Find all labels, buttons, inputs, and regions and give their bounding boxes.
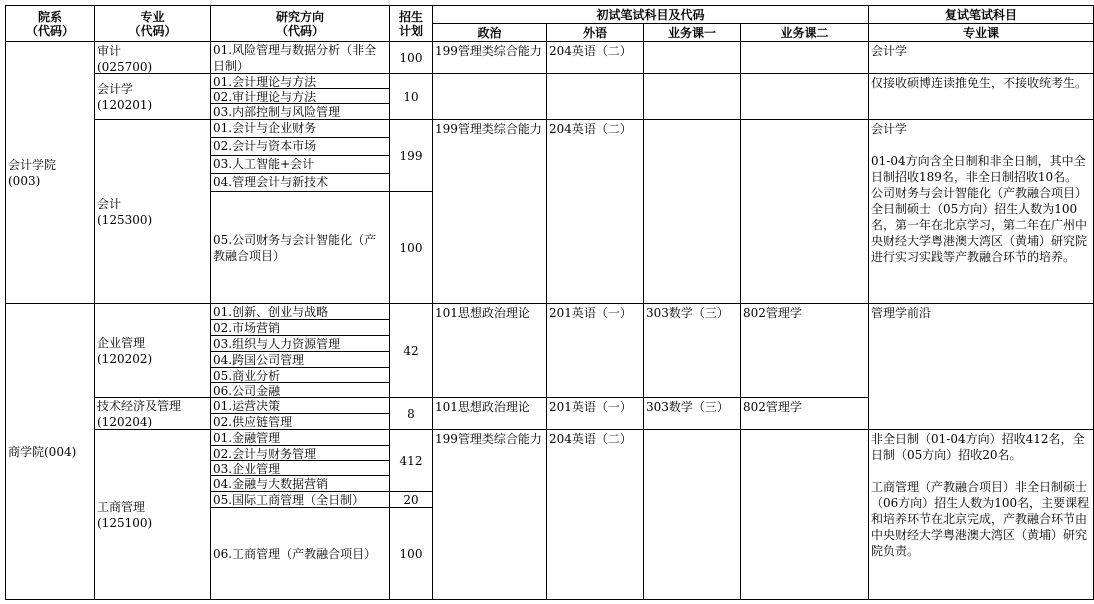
direction-item: 01.创新、创业与战略: [210, 303, 390, 320]
header-politics: 政治: [432, 23, 547, 42]
header-foreign: 外语: [546, 23, 644, 42]
politics-enterprise: 101思想政治理论: [432, 303, 547, 398]
college-accounting: 会计学院 (003): [5, 41, 95, 304]
foreign-enterprise: 201英语（一）: [546, 303, 644, 398]
course2-enterprise: 802管理学: [740, 303, 869, 398]
course2-business-admin: [740, 429, 869, 600]
direction-item: 03.组织与人力资源管理: [210, 335, 390, 352]
politics-tech: 101思想政治理论: [432, 397, 547, 430]
politics-accounting-science: [432, 73, 547, 120]
plan-count: 42: [389, 303, 433, 398]
plan-count: 100: [389, 507, 433, 600]
plan-count: 100: [389, 191, 433, 304]
header-retest-sub: 专业课: [868, 23, 1094, 42]
direction-item: 02.市场营销: [210, 319, 390, 336]
major-audit: 审计 (025700): [94, 41, 211, 74]
major-tech-economics: 技术经济及管理 (120204): [94, 397, 211, 430]
plan-count: 412: [389, 429, 433, 492]
direction-item: 01.会计理论与方法: [210, 73, 390, 89]
foreign-accounting: 204英语（二）: [546, 119, 644, 304]
course1-enterprise: 303数学（三）: [643, 303, 741, 398]
direction-item: 02.会计与资本市场: [210, 137, 390, 156]
header-college: 院系 （代码）: [5, 5, 95, 42]
plan-count: 20: [389, 491, 433, 508]
plan-count: 199: [389, 119, 433, 192]
retest-accounting-science: 仅接收硕博连读推免生，不接收统考生。: [868, 73, 1094, 120]
course1-business-admin: [643, 429, 741, 600]
header-course2: 业务课二: [740, 23, 869, 42]
major-business-admin: 工商管理 (125100): [94, 429, 211, 600]
course1-accounting-science: [643, 73, 741, 120]
retest-audit: 会计学: [868, 41, 1094, 74]
direction-item: 01.运营决策: [210, 397, 390, 414]
major-enterprise-management: 企业管理 (120202): [94, 303, 211, 398]
header-direction: 研究方向 （代码）: [210, 5, 390, 42]
header-initial-exam: 初试笔试科目及代码: [432, 5, 869, 24]
politics-business-admin: 199管理类综合能力: [432, 429, 547, 600]
course2-audit: [740, 41, 869, 74]
course2-tech: 802管理学: [740, 397, 869, 430]
header-course1: 业务课一: [643, 23, 741, 42]
course1-audit: [643, 41, 741, 74]
course1-tech: 303数学（三）: [643, 397, 741, 430]
major-accounting: 会计 (125300): [94, 119, 211, 304]
direction-item: 04.跨国公司管理: [210, 351, 390, 368]
foreign-accounting-science: [546, 73, 644, 120]
header-major: 专业 （代码）: [94, 5, 211, 42]
direction-item: 01.会计与企业财务: [210, 119, 390, 138]
course1-accounting: [643, 119, 741, 304]
direction-item: 05.商业分析: [210, 367, 390, 383]
direction-item: 06.公司金融: [210, 382, 390, 398]
plan-count: 8: [389, 397, 433, 430]
direction-item: 02.审计理论与方法: [210, 88, 390, 104]
direction-item: 04.管理会计与新技术: [210, 173, 390, 192]
politics-accounting: 199管理类综合能力: [432, 119, 547, 304]
direction-item: 01.金融管理: [210, 429, 390, 446]
direction-item: 02.会计与财务管理: [210, 445, 390, 461]
direction-item: 01.风险管理与数据分析（非全日制）: [210, 41, 390, 74]
foreign-business-admin: 204英语（二）: [546, 429, 644, 600]
retest-business-frontier: 管理学前沿: [868, 303, 1094, 430]
direction-item: 06.工商管理（产教融合项目）: [210, 507, 390, 600]
retest-accounting: 会计学 01-04方向含全日制和非全日制，其中全日制招收189名，非全日制招收10名。 公司财务与会计智能化（产教融合项目）全日制硕士（05方向）招生人数为100名，第一年在北京学习，第二年在广州中央财经大学粤港澳大湾区（黄埔）研究院进行实习实践等产教融合环节的培养。: [868, 119, 1094, 304]
foreign-tech: 201英语（一）: [546, 397, 644, 430]
direction-item: 04.金融与大数据营销: [210, 475, 390, 492]
course2-accounting-science: [740, 73, 869, 120]
direction-item: 05.公司财务与会计智能化（产教融合项目）: [210, 191, 390, 304]
plan-count: 100: [389, 41, 433, 74]
direction-item: 03.内部控制与风险管理: [210, 103, 390, 120]
header-plan: 招生 计划: [389, 5, 433, 42]
direction-item: 03.人工智能+会计: [210, 155, 390, 174]
politics-audit: 199管理类综合能力: [432, 41, 547, 74]
retest-business-admin: 非全日制（01-04方向）招收412名，全日制（05方向）招收20名。 工商管理（产教融合项目）非全日制硕士（06方向）招生人数为100名，主要课程和培养环节在北京完成，产教融合环节由中央财经大学粤港澳大湾区（黄埔）研究院负责。: [868, 429, 1094, 600]
foreign-audit: 204英语（二）: [546, 41, 644, 74]
course2-accounting: [740, 119, 869, 304]
direction-item: 03.企业管理: [210, 460, 390, 476]
college-business: 商学院(004): [5, 303, 95, 600]
direction-item: 05.国际工商管理（全日制）: [210, 491, 390, 508]
direction-item: 02.供应链管理: [210, 413, 390, 430]
header-retest: 复试笔试科目: [868, 5, 1094, 24]
major-accounting-science: 会计学 (120201): [94, 73, 211, 120]
plan-count: 10: [389, 73, 433, 120]
